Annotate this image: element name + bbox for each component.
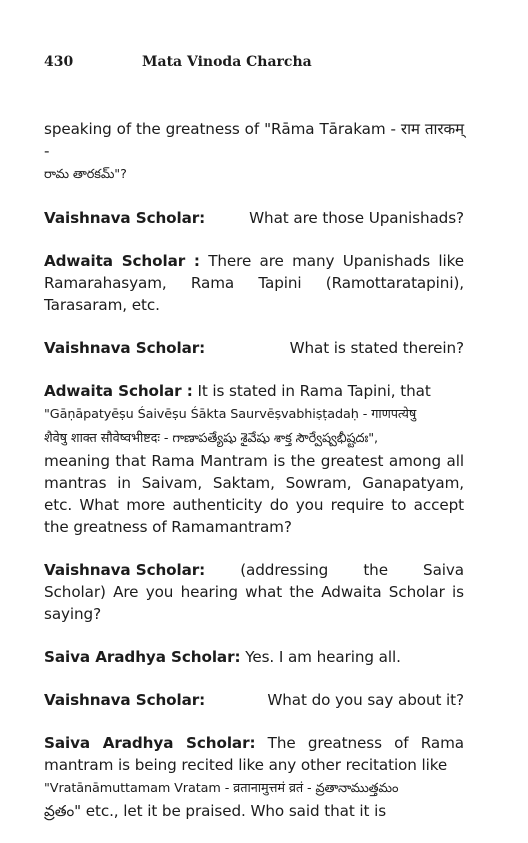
dialogue-paragraph <box>44 337 464 359</box>
dialogue-paragraph <box>44 207 464 229</box>
speaker-label: Vaishnava Scholar: <box>44 209 206 227</box>
speaker-label: Vaishnava Scholar: <box>44 339 206 357</box>
book-title: Mata Vinoda Charcha <box>142 54 312 70</box>
text-line <box>44 559 464 581</box>
dialogue-paragraph <box>44 732 464 822</box>
paragraph-continuation <box>44 118 464 186</box>
speaker-label: Vaishnava Scholar: <box>44 691 206 709</box>
page-body <box>44 118 464 843</box>
dialogue-text: meaning that Rama Mantram is the greatest among all mantras in Saivam, Saktam, Sowram, Ganapatyam, etc. What more authenticity do you require to accept the greatness of Ramamantram? <box>44 452 464 536</box>
running-head <box>44 54 488 70</box>
dialogue-paragraph <box>44 689 464 711</box>
dialogue-text: What is stated therein? <box>289 339 464 357</box>
line-text: రామ తారకమ్"? <box>44 167 127 182</box>
transliteration-line: "Vratānāmuttamam Vratam - व्रतानामुत्तमं व्रतं - వ్రతానాముత్తమం <box>44 781 399 796</box>
speaker-label: Adwaita Scholar : <box>44 252 200 270</box>
transliteration-line: "Gāṇāpatyēṣu Śaivēṣu Śākta Saurvēṣvabhiṣṭadaḥ - गाणपत्येषु <box>44 407 417 422</box>
text-line <box>44 118 464 162</box>
dialogue-text: Yes. I am hearing all. <box>245 648 401 666</box>
page-number: 430 <box>44 54 74 70</box>
dialogue-word: Saiva <box>423 561 464 579</box>
dialogue-text: There are many Upanishads like Ramarahasyam, Rama Tapini (Ramottaratapini), Tarasaram, etc. <box>44 252 465 314</box>
line-text: speaking of the greatness of "Rāma Tārakam - राम तारकम् - <box>44 120 464 160</box>
dialogue-paragraph <box>44 646 464 668</box>
dialogue-text: It is stated in Rama Tapini, that <box>197 382 431 400</box>
speaker-label: Vaishnava Scholar: <box>44 561 206 579</box>
dialogue-word: the <box>363 561 388 579</box>
dialogue-paragraph <box>44 380 464 538</box>
dialogue-text: What do you say about it? <box>267 691 464 709</box>
dialogue-paragraph <box>44 250 464 316</box>
speaker-label: Saiva Aradhya Scholar: <box>44 648 241 666</box>
dialogue-text: Scholar) Are you hearing what the Adwaita Scholar is saying? <box>44 583 464 623</box>
speaker-label: Adwaita Scholar : <box>44 382 193 400</box>
dialogue-text: What are those Upanishads? <box>249 209 464 227</box>
dialogue-text: The greatness of Rama mantram is being recited like any other recitation like <box>44 734 464 774</box>
transliteration-line: शैवेषु शाक्त सौवेष्वभीष्टदः - గాణాపత్యేషు శైవేషు శాక్త సౌర్వేష్వభీష్టదః", <box>44 431 378 446</box>
speaker-label: Saiva Aradhya Scholar: <box>44 734 256 752</box>
dialogue-word: (addressing <box>240 561 329 579</box>
dialogue-paragraph <box>44 559 464 625</box>
dialogue-text: వ్రతం" etc., let it be praised. Who said that it is <box>44 802 387 820</box>
